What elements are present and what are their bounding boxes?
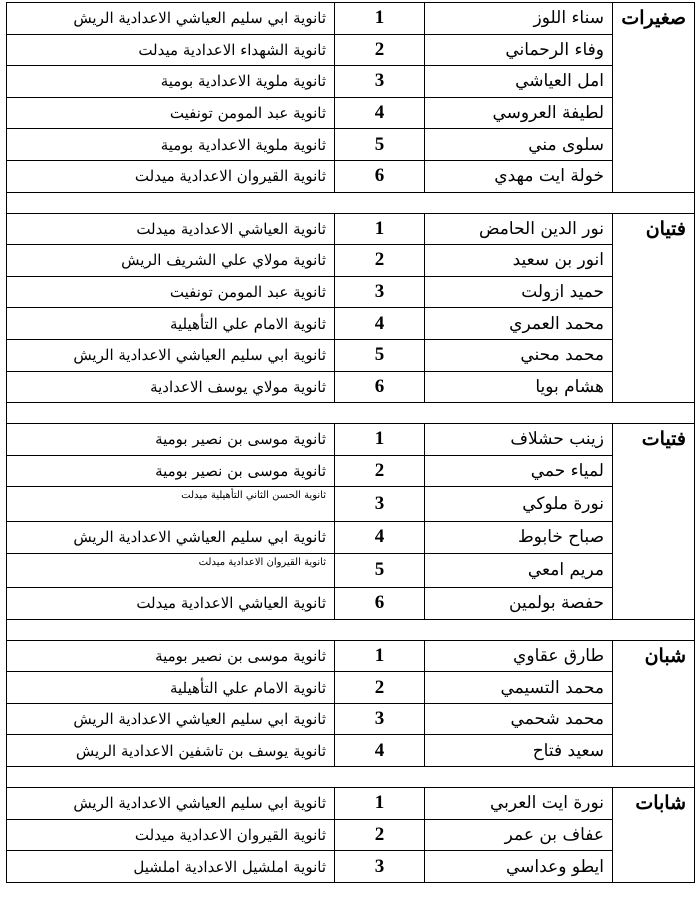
school-name: ثانوية الشهداء الاعدادية ميدلت — [7, 34, 335, 66]
table-row — [7, 735, 695, 767]
school-name: ثانوية ابي سليم العياشي الاعدادية الريش — [7, 788, 335, 820]
athlete-name: محمد العمري — [425, 308, 613, 340]
rank-number: 2 — [335, 672, 425, 704]
rank-number: 4 — [335, 97, 425, 129]
school-name: ثانوية مولاي علي الشريف الريش — [7, 245, 335, 277]
athlete-name: امل العياشي — [425, 66, 613, 98]
athlete-name: هشام بويا — [425, 371, 613, 403]
school-name: ثانوية املشيل الاعدادية املشيل — [7, 851, 335, 883]
school-name: ثانوية موسى بن نصير بومية — [7, 640, 335, 672]
separator-cell — [7, 767, 695, 788]
school-name: ثانوية عبد المومن تونفيت — [7, 276, 335, 308]
table-row — [7, 672, 695, 704]
athlete-name: مريم امعي — [425, 553, 613, 588]
table-row — [7, 129, 695, 161]
school-name: ثانوية الامام علي التأهيلية — [7, 672, 335, 704]
category-label: فتيات — [613, 424, 695, 620]
athlete-name: انور بن سعيد — [425, 245, 613, 277]
rank-number: 4 — [335, 308, 425, 340]
school-name: ثانوية الامام علي التأهيلية — [7, 308, 335, 340]
school-name: ثانوية ملوية الاعدادية بومية — [7, 66, 335, 98]
athlete-name: صباح خابوط — [425, 521, 613, 553]
athlete-name: خولة ايت مهدي — [425, 160, 613, 192]
rank-number: 1 — [335, 213, 425, 245]
school-name: ثانوية عبد المومن تونفيت — [7, 97, 335, 129]
rank-number: 3 — [335, 276, 425, 308]
school-name: ثانوية ملوية الاعدادية بومية — [7, 129, 335, 161]
rank-number: 6 — [335, 371, 425, 403]
rank-number: 3 — [335, 66, 425, 98]
table-row — [7, 788, 695, 820]
athlete-name: محمد التسيمي — [425, 672, 613, 704]
school-name: ثانوية يوسف بن تاشفين الاعدادية الريش — [7, 735, 335, 767]
school-name: ثانوية العياشي الاعدادية ميدلت — [7, 588, 335, 620]
school-name: ثانوية العياشي الاعدادية ميدلت — [7, 213, 335, 245]
separator-cell — [7, 192, 695, 213]
table-row — [7, 424, 695, 456]
table-row — [7, 66, 695, 98]
school-name: ثانوية القيروان الاعدادية ميدلت — [7, 553, 335, 588]
separator-cell — [7, 403, 695, 424]
school-name: ثانوية موسى بن نصير بومية — [7, 455, 335, 487]
rank-number: 6 — [335, 160, 425, 192]
athlete-name: نور الدين الحامض — [425, 213, 613, 245]
table-row — [7, 160, 695, 192]
school-name: ثانوية ابي سليم العياشي الاعدادية الريش — [7, 521, 335, 553]
athlete-name: ايطو وعداسي — [425, 851, 613, 883]
rank-number: 5 — [335, 129, 425, 161]
rank-number: 2 — [335, 455, 425, 487]
rank-number: 1 — [335, 788, 425, 820]
group-separator — [7, 619, 695, 640]
athlete-name: سناء اللوز — [425, 3, 613, 35]
rank-number: 4 — [335, 521, 425, 553]
rank-number: 5 — [335, 553, 425, 588]
rank-number: 1 — [335, 640, 425, 672]
table-row — [7, 245, 695, 277]
rank-number: 2 — [335, 819, 425, 851]
school-name: ثانوية مولاي يوسف الاعدادية — [7, 371, 335, 403]
athlete-name: عفاف بن عمر — [425, 819, 613, 851]
school-name: ثانوية ابي سليم العياشي الاعدادية الريش — [7, 3, 335, 35]
category-label: صغيرات — [613, 3, 695, 193]
rank-number: 3 — [335, 487, 425, 522]
table-row — [7, 640, 695, 672]
table-row — [7, 851, 695, 883]
table-row — [7, 588, 695, 620]
category-label: شبان — [613, 640, 695, 766]
athlete-name: محمد شحمي — [425, 703, 613, 735]
table-row — [7, 276, 695, 308]
rank-number: 2 — [335, 245, 425, 277]
rank-number: 2 — [335, 34, 425, 66]
table-row — [7, 553, 695, 588]
rank-number: 3 — [335, 703, 425, 735]
athlete-name: وفاء الرحماني — [425, 34, 613, 66]
school-name: ثانوية ابي سليم العياشي الاعدادية الريش — [7, 339, 335, 371]
rank-number: 1 — [335, 3, 425, 35]
school-name: ثانوية الحسن الثاني التأهيلية ميدلت — [7, 487, 335, 522]
rank-number: 4 — [335, 735, 425, 767]
table-row — [7, 97, 695, 129]
athlete-name: نورة ملوكي — [425, 487, 613, 522]
school-name: ثانوية القيروان الاعدادية ميدلت — [7, 160, 335, 192]
athlete-name: حميد ازولت — [425, 276, 613, 308]
rank-number: 5 — [335, 339, 425, 371]
athlete-name: حفصة بولمين — [425, 588, 613, 620]
table-row — [7, 487, 695, 522]
table-row — [7, 213, 695, 245]
results-body — [7, 3, 695, 883]
category-label: شابات — [613, 788, 695, 883]
rank-number: 6 — [335, 588, 425, 620]
athlete-name: زينب حشلاف — [425, 424, 613, 456]
group-separator — [7, 192, 695, 213]
athlete-name: طارق عقاوي — [425, 640, 613, 672]
separator-cell — [7, 619, 695, 640]
table-row — [7, 455, 695, 487]
category-label: فتيان — [613, 213, 695, 403]
table-row — [7, 3, 695, 35]
table-row — [7, 371, 695, 403]
group-separator — [7, 767, 695, 788]
school-name: ثانوية ابي سليم العياشي الاعدادية الريش — [7, 703, 335, 735]
table-row — [7, 521, 695, 553]
athlete-name: لطيفة العروسي — [425, 97, 613, 129]
table-row — [7, 339, 695, 371]
athlete-name: سلوى مني — [425, 129, 613, 161]
school-name: ثانوية القيروان الاعدادية ميدلت — [7, 819, 335, 851]
table-row — [7, 308, 695, 340]
table-row — [7, 819, 695, 851]
results-table — [6, 2, 695, 883]
athlete-name: محمد محني — [425, 339, 613, 371]
table-row — [7, 703, 695, 735]
athlete-name: نورة ايت العربي — [425, 788, 613, 820]
school-name: ثانوية موسى بن نصير بومية — [7, 424, 335, 456]
athlete-name: لمياء حمي — [425, 455, 613, 487]
rank-number: 1 — [335, 424, 425, 456]
rank-number: 3 — [335, 851, 425, 883]
group-separator — [7, 403, 695, 424]
athlete-name: سعيد فتاح — [425, 735, 613, 767]
table-row — [7, 34, 695, 66]
